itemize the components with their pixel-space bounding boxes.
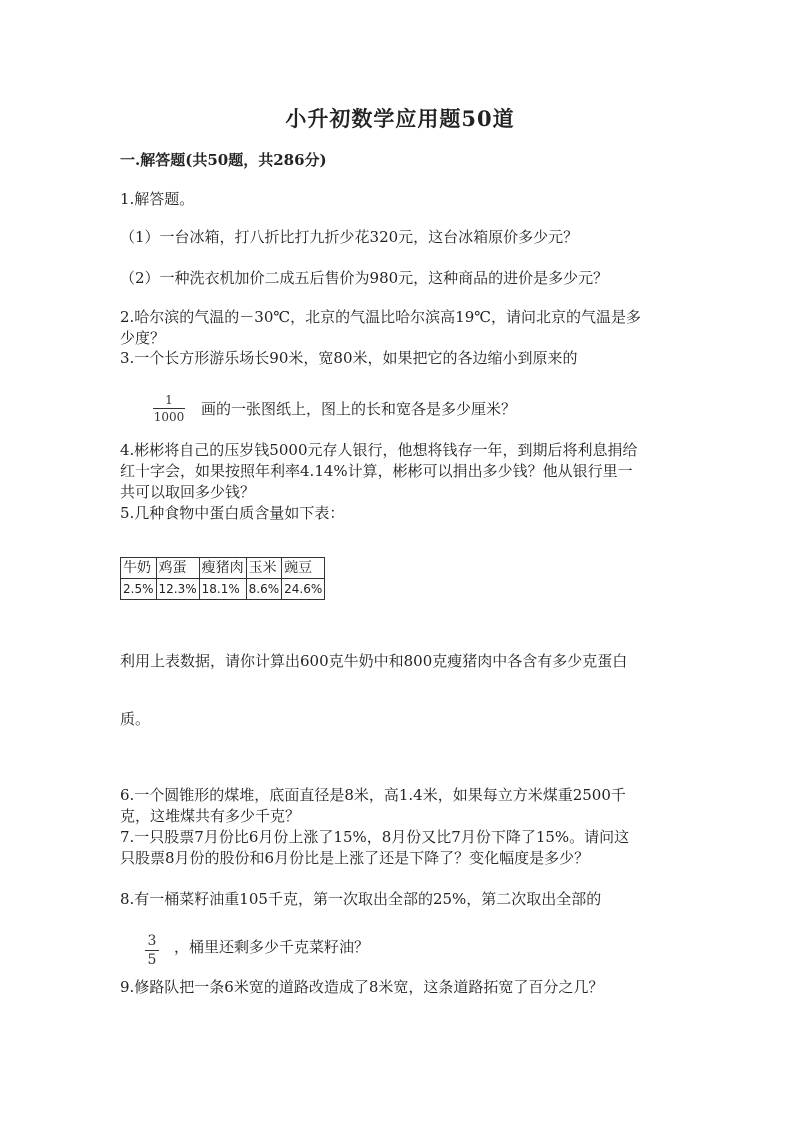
table-cell: 12.3% — [156, 579, 199, 600]
q8-fraction-numerator: 3 — [147, 933, 157, 949]
q4-line2: 红十字会，如果按照年利率4.14%计算，彬彬可以捐出多少钱？他从银行里一 — [120, 462, 633, 480]
section-heading: 一.解答题(共50题，共286分) — [120, 151, 327, 169]
table-header-cell: 豌豆 — [282, 558, 325, 579]
q6-line2: 克，这堆煤共有多少千克？ — [120, 807, 301, 825]
q9-line1: 9.修路队把一条6米宽的道路改造成了8米宽，这条道路拓宽了百分之几？ — [120, 978, 604, 996]
q3-fraction-bar — [153, 408, 185, 409]
q3-fraction-denominator: 1000 — [153, 410, 185, 424]
q8-fraction — [145, 933, 159, 968]
table-cell: 2.5% — [121, 579, 157, 600]
q8-line1: 8.有一桶菜籽油重105千克，第一次取出全部的25%，第二次取出全部的 — [120, 890, 602, 908]
table-cell: 24.6% — [282, 579, 325, 600]
table-header-cell: 瘦猪肉 — [199, 558, 246, 579]
table-header-cell: 玉米 — [246, 558, 282, 579]
q6-line1: 6.一个圆锥形的煤堆，底面直径是8米，高1.4米，如果每立方米煤重2500千 — [120, 786, 626, 804]
q3-line2: 画的一张图纸上，图上的长和宽各是多少厘米？ — [201, 400, 517, 418]
q8-fraction-bar — [145, 950, 159, 951]
q1-sub1: （1）一台冰箱，打八折比打九折少花320元，这台冰箱原价多少元？ — [120, 228, 579, 246]
table-cell: 18.1% — [199, 579, 246, 600]
q7-line1: 7.一只股票7月份比6月份上涨了15%，8月份又比7月份下降了15%。请问这 — [120, 828, 630, 846]
q8-fraction-denominator: 5 — [147, 952, 157, 968]
q8-line2: ，桶里还剩多少千克菜籽油？ — [174, 938, 370, 956]
q5-line3: 质。 — [120, 710, 151, 728]
table-cell: 8.6% — [246, 579, 282, 600]
table-header-cell: 牛奶 — [121, 558, 157, 579]
q2-line1: 2.哈尔滨的气温的－30℃，北京的气温比哈尔滨高19℃，请问北京的气温是多 — [120, 308, 642, 326]
q7-line2: 只股票8月份的股份和6月份比是上涨了还是下降了？变化幅度是多少？ — [120, 849, 590, 867]
table-header-cell: 鸡蛋 — [156, 558, 199, 579]
q3-fraction — [153, 393, 185, 424]
q5-line1: 5.几种食物中蛋白质含量如下表： — [120, 504, 345, 522]
protein-table — [120, 557, 325, 600]
page-title: 小升初数学应用题50道 — [285, 106, 515, 131]
q5-line2: 利用上表数据，请你计算出600克牛奶中和800克瘦猪肉中各含有多少克蛋白 — [120, 652, 628, 670]
q3-fraction-numerator: 1 — [165, 393, 173, 407]
q4-line3: 共可以取回多少钱？ — [120, 483, 256, 501]
protein-table-header-row — [121, 558, 325, 579]
q3-line1: 3.一个长方形游乐场长90米，宽80米，如果把它的各边缩小到原来的 — [120, 349, 578, 367]
protein-table-value-row — [121, 579, 325, 600]
q1-stem: 1.解答题。 — [120, 190, 195, 208]
q2-line2: 少度？ — [120, 329, 166, 347]
q1-sub2: （2）一种洗衣机加价二成五后售价为980元，这种商品的进价是多少元？ — [120, 269, 609, 287]
q4-line1: 4.彬彬将自己的压岁钱5000元存人银行，他想将钱存一年，到期后将利息捐给 — [120, 441, 638, 459]
